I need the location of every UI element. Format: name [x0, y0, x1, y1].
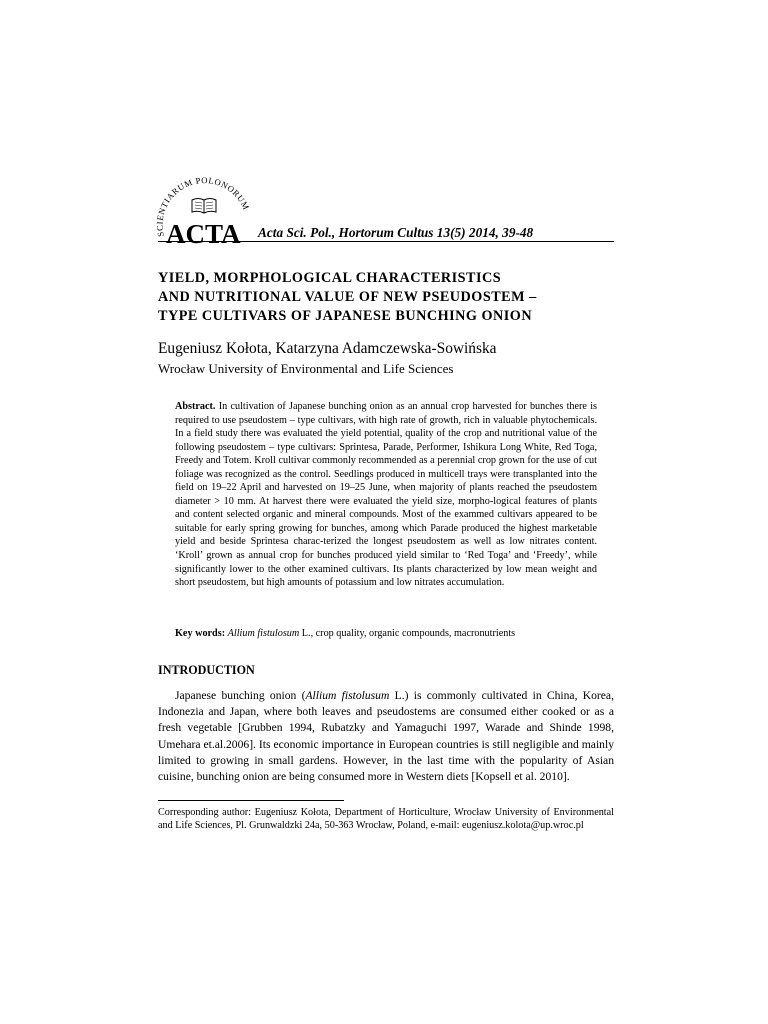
logo-word: ACTA	[166, 219, 241, 246]
introduction-paragraph	[158, 688, 614, 785]
abstract	[175, 400, 597, 590]
logo-graphic	[150, 176, 260, 246]
keywords-rest: L., crop quality, organic compounds, macronutrients	[301, 628, 516, 639]
header-rule	[158, 241, 614, 242]
abstract-text: In cultivation of Japanese bunching onion as an annual crop harvested for bunches there is required to use pseudostem – type cultivars, with high rate of growth, rich in valuable phytochemicals. In a field study there was evaluated the yield potential, quality of the crop and nutritional value of the following pseudostem – type cultivars: Sprintesa, Parade, Performer, Ishikura Long White, Red Toga, Freedy and Totem. Kroll cultivar commonly recommended as a perennial crop grown for the use of cut foliage was recognized as the control. Seedlings produced in multicell trays were transplanted into the field on 19–22 April and harvested on 19–25 June, when majority of plants reached the pseudostem diameter > 10 mm. At harvest there were evaluated the yield size, morpho-logical features of plants and content selected organic and mineral compounds. Most of the exammed cultivars appeared to be suitable for early spring growing for bunches, among which Parade produced the highest marketable yield and beside Sprintesa charac-terized the longest pseudostem as well as low nitrates content. ‘Kroll’ grown as annual crop for bunches produced yield similar to ‘Red Toga’ and ‘Freedy’, while significantly lower to the other examined cultivars. Its plants characterized by low mean weight and short pseudostem, but high amounts of potassium and low nitrates accumulation.	[175, 401, 597, 589]
keywords-species: Allium fistulosum	[227, 628, 300, 639]
logo-arc-text: SCIENTIARUM POLONORUM	[154, 176, 252, 238]
keywords	[175, 628, 605, 639]
journal-reference: Acta Sci. Pol., Hortorum Cultus 13(5) 2014, 39-48	[258, 225, 534, 240]
footnote-rule	[158, 800, 344, 801]
affiliation: Wrocław University of Environmental and Life Sciences	[158, 361, 454, 376]
intro-species: Allium fistolusum	[305, 689, 390, 702]
title-line-3: TYPE CULTIVARS OF JAPANESE BUNCHING ONION	[158, 308, 533, 324]
title-line-1: YIELD, MORPHOLOGICAL CHARACTERISTICS	[158, 270, 502, 286]
keywords-label: Key words:	[175, 628, 226, 639]
authors: Eugeniusz Kołota, Katarzyna Adamczewska-Sowińska	[158, 340, 497, 357]
intro-text-after: L.) is commonly cultivated in China, Korea, Indonezia and Japan, where both leaves and pseudostems are consumed either cooked or as a fresh vegetable [Grubben 1994, Rubatzky and Yamaguchi 1997, Warade and Shinde 1998, Umehara et.al.2006]. Its economic importance in European countries is still negligible and mainly limited to growing in small gardens. However, in the last time with the popularity of Asian cuisine, bunching onion are being consumed more in Western diets [Kopsell et al. 2010].	[158, 689, 614, 784]
open-book-icon	[192, 199, 216, 214]
corresponding-author-footnote: Corresponding author: Eugeniusz Kołota, Department of Horticulture, Wrocław University of Environmental and Life Sciences, Pl. Grunwaldzki 24a, 50-363 Wrocław, Poland, e-mail: eugeniusz.kolota@up.wroc.pl	[158, 807, 614, 831]
introduction-heading: INTRODUCTION	[158, 663, 255, 677]
journal-logo	[150, 176, 260, 246]
title-line-2: AND NUTRITIONAL VALUE OF NEW PSEUDOSTEM –	[158, 289, 537, 305]
abstract-label: Abstract.	[175, 401, 216, 412]
article-title	[158, 269, 618, 326]
intro-text-before: Japanese bunching onion (	[175, 689, 306, 702]
